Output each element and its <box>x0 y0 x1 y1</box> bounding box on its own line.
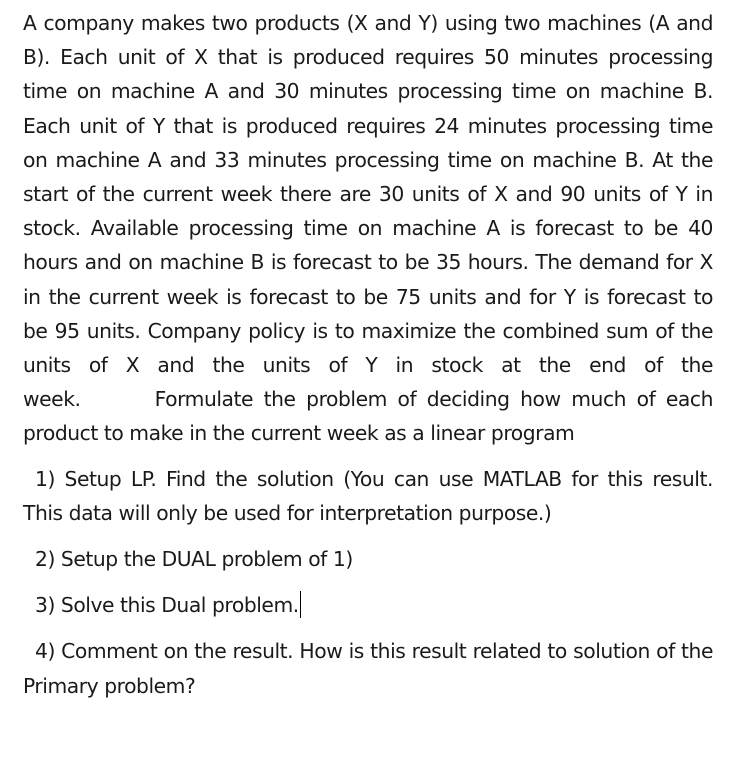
problem-paragraph <box>23 6 713 451</box>
question-1: 1) Setup LP. Find the solution (You can use MATLAB for this result. This data will only be used for interpretation purpose.) <box>23 466 713 525</box>
text-cursor <box>300 591 301 618</box>
problem-instruction: Formulate the problem of deciding how much of each product to make in the current week as a linear program <box>23 387 713 446</box>
question-2: 2) Setup the DUAL problem of 1) <box>35 547 353 572</box>
question-4: 4) Comment on the result. How is this result related to solution of the Primary problem? <box>23 639 713 698</box>
document-body <box>23 6 713 703</box>
question-3-text: 3) Solve this Dual problem. <box>35 593 299 618</box>
question-3[interactable] <box>23 588 713 622</box>
problem-text: A company makes two products (X and Y) using two machines (A and B). Each unit of X that is produced requires 50 minutes processing time on machine A and 30 minutes processing time on machine B. Each unit of Y that is produced requires 24 minutes processing time on machine A and 33 minutes processing time on machine B. At the start of the current week there are 30 units of X and 90 units of Y in stock. Available processing time on machine A is forecast to be 40 hours and on machine B is forecast to be 35 hours. The demand for X in the current week is forecast to be 75 units and for Y is forecast to be 95 units. Company policy is to maximize the combined sum of the units of X and the units of Y in stock at the end of the week. <box>23 11 713 412</box>
